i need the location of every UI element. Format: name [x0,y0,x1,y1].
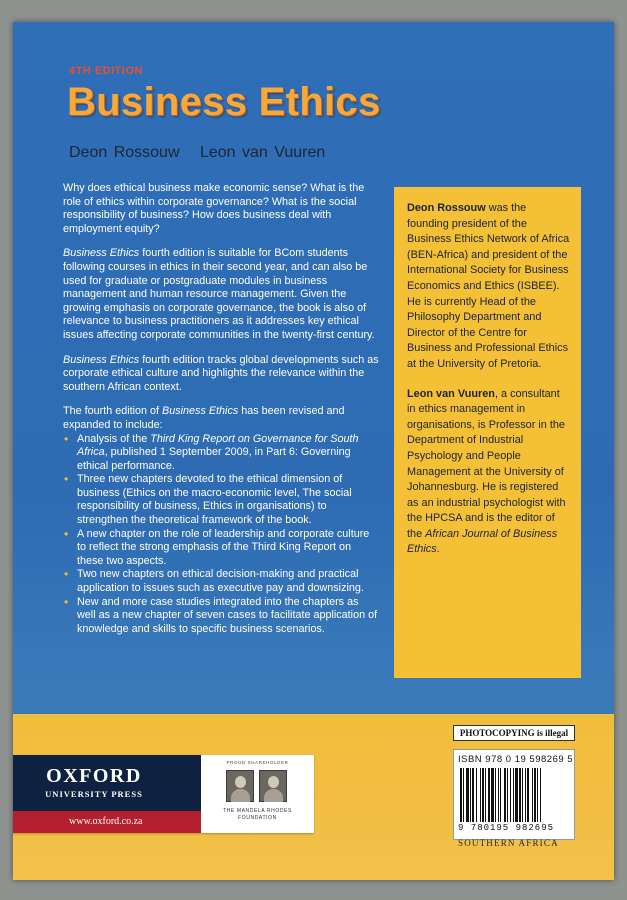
partner-top-label: PROUD SHAREHOLDER [226,760,289,765]
region-label: SOUTHERN AFRICA [458,838,559,848]
photocopying-notice: PHOTOCOPYING is illegal [453,725,575,741]
publisher-url-bar [13,811,201,833]
blurb-paragraph-4: The fourth edition of Business Ethics has been revised and expanded to include: [63,405,345,431]
barcode-icon [459,768,571,822]
barcode-digits: 9 780195 982695 [458,823,555,833]
partner-name: THE MANDELA RHODES FOUNDATION [223,808,292,821]
book-back-cover [13,22,614,880]
blurb-paragraph-2: Business Ethics fourth edition is suitable for BCom students following courses in ethics in their second year, and can also be used for graduate or postgraduate modules in business management and human resource management. Given the growing emphasis on corporate governance, the book is also of relevance to business practitioners as it addresses key ethical issues affecting corporate communities in the twenty-first century. [63,247,375,341]
bio-author-1: Deon Rossouw was the founding president of the Business Ethics Network of Africa (BEN-Africa) and president of the International Society for Business Economics and Ethics (ISBEE). He is currently Head of the Philosophy Department and Director of the Centre for Business and Professional Ethics at the University of Pretoria. [407,202,570,370]
oxford-logo [13,755,201,833]
list-item: • Three new chapters devoted to the ethical dimension of business (Ethics on the macro-economic level, The social responsibility of business, Ethics in organisations) to strengthen the theoretical framework of the book. [63,473,379,527]
list-item: • Analysis of the Third King Report on Governance for South Africa, published 1 September 2009, in Part 6: Governing ethical performance. [63,433,379,474]
publisher-strip [13,755,314,833]
author-name-2: Leon van Vuuren [199,144,326,161]
mandela-rhodes-logo [201,755,314,833]
list-item: • New and more case studies integrated into the chapters as well as a new chapter of seven cases to facilitate application of knowledge and skills to specific business scenarios. [63,596,379,637]
portrait-icon [259,770,287,802]
list-item: • A new chapter on the role of leadership and corporate culture to reflect the strong emphasis of the Third King Report on these two aspects. [63,528,379,569]
blurb-text [63,182,379,636]
publisher-name: OXFORD [46,765,142,787]
feature-list [63,433,379,637]
bio-author-2: Leon van Vuuren, a consultant in ethics management in organisations, is Professor in the Department of Industrial Psychology and People Management at the University of Johannesburg. He is registered as an industrial psychologist with the HPCSA and is the editor of the African Journal of Business Ethics. [407,387,566,556]
isbn-barcode-box [453,749,575,840]
edition-label: 4TH EDITION [69,65,143,77]
publisher-subtitle: UNIVERSITY PRESS [45,789,143,799]
portrait-icon [226,770,254,802]
blurb-paragraph-3: Business Ethics fourth edition tracks global developments such as corporate ethical culture and highlights the relevance within the southern African context. [63,353,379,393]
book-title: Business Ethics [67,80,381,124]
publisher-url: www.oxford.co.za [69,816,143,827]
isbn-label: ISBN 978 0 19 598269 5 [458,754,574,765]
author-names [69,144,325,162]
author-bio-box [394,187,581,678]
blurb-paragraph-1: Why does ethical business make economic sense? What is the role of ethics within corporate governance? What is the social responsibility of business? How does business deal with employment equity? [63,182,365,235]
author-name-1: Deon Rossouw [69,144,180,161]
list-item: • Two new chapters on ethical decision-making and practical application to issues such as executive pay and downsizing. [63,568,379,595]
